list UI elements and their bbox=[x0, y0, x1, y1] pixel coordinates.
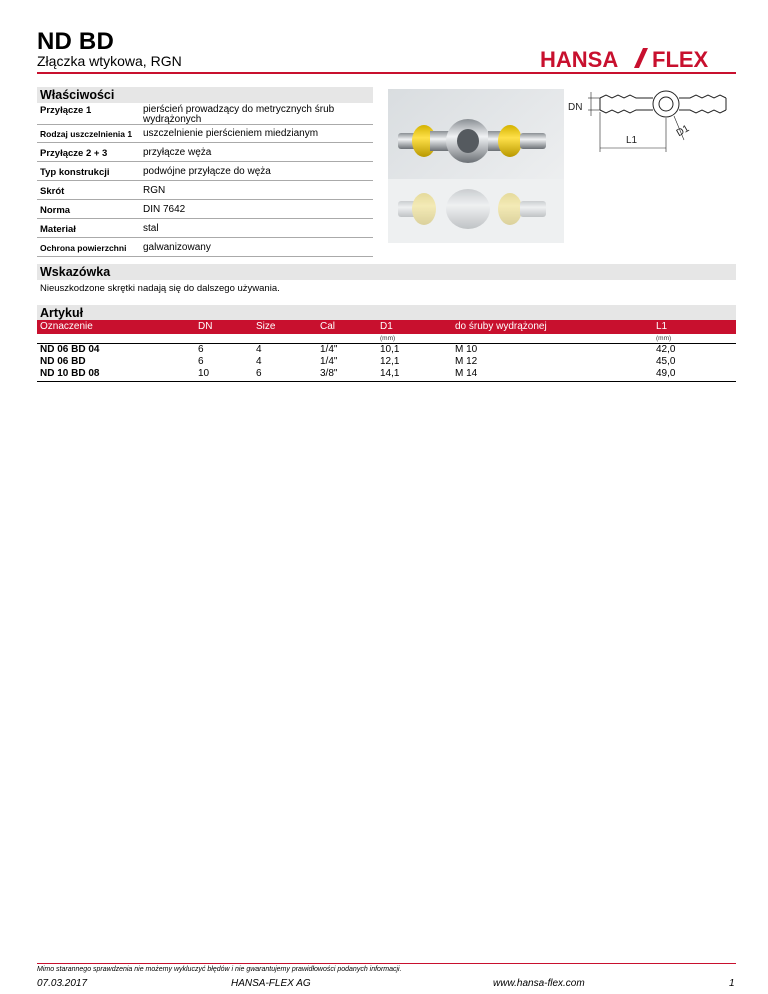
col-header-dn: DN bbox=[198, 321, 213, 332]
logo-slash bbox=[634, 48, 648, 68]
property-name: Skrót bbox=[40, 186, 65, 197]
cell-dn: 10 bbox=[198, 368, 210, 379]
property-row bbox=[37, 143, 373, 162]
property-value: galwanizowany bbox=[143, 242, 211, 253]
cell-cal: 3/8" bbox=[320, 368, 338, 379]
col-header-cal: Cal bbox=[320, 321, 336, 332]
property-name: Ochrona powierzchni bbox=[40, 243, 127, 253]
cell-d1: 14,1 bbox=[380, 368, 400, 379]
logo-right-text: FLEX bbox=[652, 47, 709, 70]
property-row bbox=[37, 162, 373, 181]
hint-heading: Wskazówka bbox=[37, 264, 736, 280]
property-name: Przyłącze 1 bbox=[40, 105, 92, 116]
footer-website[interactable]: www.hansa-flex.com bbox=[493, 978, 585, 989]
property-row bbox=[37, 103, 373, 125]
property-value: DIN 7642 bbox=[143, 204, 186, 215]
cell-size: 4 bbox=[256, 356, 262, 367]
cell-cal: 1/4" bbox=[320, 344, 338, 355]
dn-label: DN bbox=[568, 102, 583, 113]
property-name: Typ konstrukcji bbox=[40, 167, 110, 178]
property-value: stal bbox=[143, 223, 159, 234]
properties-table bbox=[37, 103, 373, 257]
right-barb bbox=[520, 133, 546, 149]
col-header-l1: L1 bbox=[656, 321, 668, 332]
hansa-flex-logo bbox=[540, 46, 736, 70]
cell-designation: ND 06 BD 04 bbox=[40, 344, 100, 355]
cell-size: 6 bbox=[256, 368, 262, 379]
property-row bbox=[37, 200, 373, 219]
cell-size: 4 bbox=[256, 344, 262, 355]
col-header-designation: Oznaczenie bbox=[40, 321, 93, 332]
footer-disclaimer: Mimo starannego sprawdzenia nie możemy wykluczyć błędów i nie gwarantujemy prawidłowości podanych informacji. bbox=[37, 966, 402, 973]
property-name: Rodzaj uszczelnienia 1 bbox=[40, 129, 133, 139]
property-value: RGN bbox=[143, 185, 166, 196]
footer-company: HANSA-FLEX AG bbox=[231, 978, 311, 989]
property-row bbox=[37, 125, 373, 143]
col-header-size: Size bbox=[256, 321, 276, 332]
technical-drawing bbox=[566, 90, 738, 156]
footer-date: 07.03.2017 bbox=[37, 978, 88, 989]
hint-text: Nieuszkodzone skrętki nadają się do dalszego używania. bbox=[40, 283, 280, 294]
col-header-d1: D1 bbox=[380, 321, 393, 332]
drawing-left-barb bbox=[600, 95, 646, 98]
right-yellow-ring bbox=[498, 125, 522, 157]
cell-l1: 42,0 bbox=[656, 344, 676, 355]
property-value: pierścień prowadzący do metrycznych śrub wydrążonych bbox=[143, 104, 335, 125]
cell-designation: ND 10 BD 08 bbox=[40, 368, 100, 379]
product-photo bbox=[388, 89, 564, 243]
property-name: Norma bbox=[40, 205, 71, 216]
l1-unit: (mm) bbox=[656, 335, 672, 342]
cell-d1: 12,1 bbox=[380, 356, 400, 367]
header-rule bbox=[37, 72, 736, 74]
page-title: ND BD bbox=[37, 28, 114, 55]
property-row bbox=[37, 238, 373, 257]
cell-banjo-bolt: M 14 bbox=[455, 368, 478, 379]
cell-l1: 49,0 bbox=[656, 368, 676, 379]
articles-header-row bbox=[37, 320, 736, 334]
properties-heading: Właściwości bbox=[37, 87, 373, 103]
cell-designation: ND 06 BD bbox=[40, 356, 86, 367]
col-header-banjo-bolt: do śruby wydrążonej bbox=[455, 321, 547, 332]
footer-rule bbox=[37, 963, 736, 964]
cell-l1: 45,0 bbox=[656, 356, 676, 367]
articles-heading: Artykuł bbox=[37, 305, 736, 321]
property-value: podwójne przyłącze do węża bbox=[143, 166, 271, 177]
property-row bbox=[37, 181, 373, 200]
property-name: Przyłącze 2 + 3 bbox=[40, 148, 108, 159]
logo-left-text: HANSA bbox=[540, 47, 619, 70]
table-row bbox=[37, 368, 736, 380]
property-row bbox=[37, 219, 373, 238]
cell-banjo-bolt: M 12 bbox=[455, 356, 478, 367]
cell-cal: 1/4" bbox=[320, 356, 338, 367]
property-value: przyłącze węża bbox=[143, 147, 212, 158]
articles-bottom-rule bbox=[37, 381, 736, 382]
drawing-banjo-eye bbox=[653, 91, 679, 117]
cell-banjo-bolt: M 10 bbox=[455, 344, 478, 355]
drawing-right-barb bbox=[679, 95, 726, 98]
footer-page-number: 1 bbox=[729, 978, 735, 989]
page-subtitle: Złączka wtykowa, RGN bbox=[37, 53, 182, 69]
table-row bbox=[37, 344, 736, 356]
d1-label: D1 bbox=[674, 123, 692, 140]
table-row bbox=[37, 356, 736, 368]
cell-dn: 6 bbox=[198, 356, 204, 367]
l1-label: L1 bbox=[626, 135, 638, 146]
property-value: uszczelnienie pierścieniem miedzianym bbox=[143, 128, 319, 139]
banjo-hole bbox=[457, 129, 479, 153]
cell-d1: 10,1 bbox=[380, 344, 400, 355]
cell-dn: 6 bbox=[198, 344, 204, 355]
d1-unit: (mm) bbox=[380, 335, 396, 342]
property-name: Materiał bbox=[40, 224, 76, 235]
